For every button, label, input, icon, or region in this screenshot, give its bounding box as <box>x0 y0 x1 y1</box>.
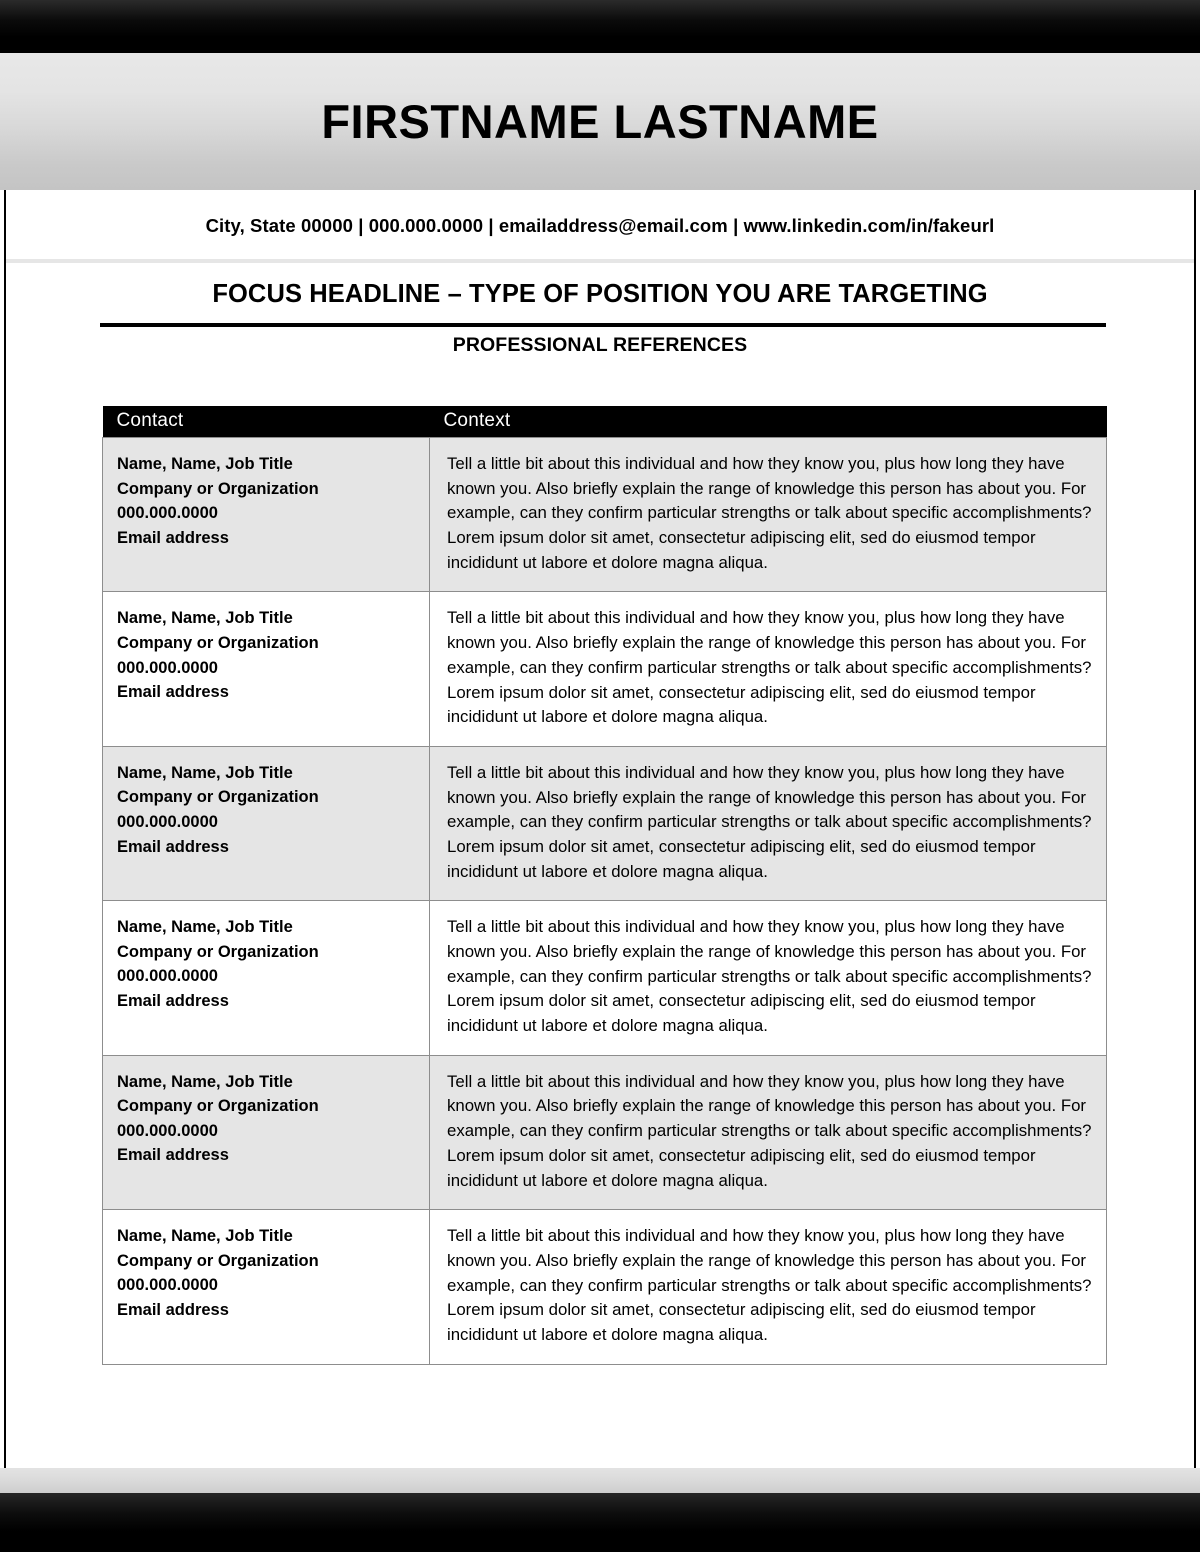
table-row <box>103 901 1107 1055</box>
contact-info-text: City, State 00000 | 000.000.0000 | emailaddress@email.com | www.linkedin.com/in/fakeurl <box>205 214 995 236</box>
contact-name: Name, Name, Job Title <box>117 609 293 628</box>
context-cell: Tell a little bit about this individual and how they know you, plus how long they have known you. Also briefly explain the range of knowledge this person has about you. For example, can they confirm particular strengths or talk about specific accomplishments? Lorem ipsum dolor sit amet, consectetur adipiscing elit, sed do eiusmod tempor incididunt ut labore et dolore magna aliqua. <box>430 901 1107 1055</box>
contact-email: Email address <box>117 1146 229 1165</box>
contact-organization: Company or Organization <box>117 479 319 498</box>
context-cell: Tell a little bit about this individual and how they know you, plus how long they have known you. Also briefly explain the range of knowledge this person has about you. For example, can they confirm particular strengths or talk about specific accomplishments? Lorem ipsum dolor sit amet, consectetur adipiscing elit, sed do eiusmod tempor incididunt ut labore et dolore magna aliqua. <box>430 438 1107 592</box>
contact-name: Name, Name, Job Title <box>117 455 293 473</box>
contact-cell <box>103 592 430 746</box>
contact-email: Email address <box>117 1300 229 1319</box>
contact-phone: 000.000.0000 <box>117 813 218 832</box>
table-header-row <box>103 406 1107 438</box>
contact-phone: 000.000.0000 <box>117 658 218 677</box>
contact-email: Email address <box>117 683 229 702</box>
focus-headline-rule <box>100 323 1106 327</box>
contact-cell <box>103 901 430 1055</box>
contact-organization: Company or Organization <box>117 1251 319 1270</box>
contact-cell <box>103 1210 430 1364</box>
top-decorative-bar <box>0 0 1200 53</box>
contact-organization: Company or Organization <box>117 634 319 653</box>
contact-email: Email address <box>117 837 229 856</box>
footer-gray-band <box>0 1468 1200 1493</box>
document-body-frame <box>4 190 1196 1468</box>
contact-name: Name, Name, Job Title <box>117 1227 293 1246</box>
focus-headline: FOCUS HEADLINE – TYPE OF POSITION YOU ARE TARGETING <box>212 280 988 308</box>
contact-organization: Company or Organization <box>117 1097 319 1116</box>
contact-organization: Company or Organization <box>117 788 319 807</box>
professional-references-table <box>102 406 1107 1365</box>
context-cell: Tell a little bit about this individual and how they know you, plus how long they have known you. Also briefly explain the range of knowledge this person has about you. For example, can they confirm particular strengths or talk about specific accomplishments? Lorem ipsum dolor sit amet, consectetur adipiscing elit, sed do eiusmod tempor incididunt ut labore et dolore magna aliqua. <box>430 746 1107 900</box>
table-row <box>103 1055 1107 1209</box>
contact-phone: 000.000.0000 <box>117 1276 218 1295</box>
contact-phone: 000.000.0000 <box>117 1121 218 1140</box>
contact-name: Name, Name, Job Title <box>117 763 293 782</box>
table-body <box>103 438 1107 1365</box>
contact-email: Email address <box>117 528 229 547</box>
column-header-context: Context <box>430 406 1107 438</box>
column-header-contact: Contact <box>103 406 430 438</box>
table-row <box>103 438 1107 592</box>
context-cell: Tell a little bit about this individual and how they know you, plus how long they have known you. Also briefly explain the range of knowledge this person has about you. For example, can they confirm particular strengths or talk about specific accomplishments? Lorem ipsum dolor sit amet, consectetur adipiscing elit, sed do eiusmod tempor incididunt ut labore et dolore magna aliqua. <box>430 592 1107 746</box>
table-row <box>103 746 1107 900</box>
contact-phone: 000.000.0000 <box>117 504 218 523</box>
footer-decorative-bar <box>0 1493 1200 1552</box>
context-cell: Tell a little bit about this individual and how they know you, plus how long they have known you. Also briefly explain the range of knowledge this person has about you. For example, can they confirm particular strengths or talk about specific accomplishments? Lorem ipsum dolor sit amet, consectetur adipiscing elit, sed do eiusmod tempor incididunt ut labore et dolore magna aliqua. <box>430 1055 1107 1209</box>
contact-cell <box>103 438 430 592</box>
table-row <box>103 1210 1107 1364</box>
contact-phone: 000.000.0000 <box>117 967 218 986</box>
contact-email: Email address <box>117 992 229 1011</box>
contact-name: Name, Name, Job Title <box>117 918 293 937</box>
contact-divider-rule <box>6 259 1194 263</box>
context-cell: Tell a little bit about this individual and how they know you, plus how long they have known you. Also briefly explain the range of knowledge this person has about you. For example, can they confirm particular strengths or talk about specific accomplishments? Lorem ipsum dolor sit amet, consectetur adipiscing elit, sed do eiusmod tempor incididunt ut labore et dolore magna aliqua. <box>430 1210 1107 1364</box>
contact-info-line <box>6 190 1194 261</box>
contact-cell <box>103 1055 430 1209</box>
contact-name: Name, Name, Job Title <box>117 1072 293 1091</box>
contact-cell <box>103 746 430 900</box>
name-banner <box>0 53 1200 190</box>
page-title: FIRSTNAME LASTNAME <box>321 95 879 148</box>
section-title-professional-references: PROFESSIONAL REFERENCES <box>452 334 748 356</box>
table-head <box>103 406 1107 438</box>
table-row <box>103 592 1107 746</box>
contact-organization: Company or Organization <box>117 942 319 961</box>
